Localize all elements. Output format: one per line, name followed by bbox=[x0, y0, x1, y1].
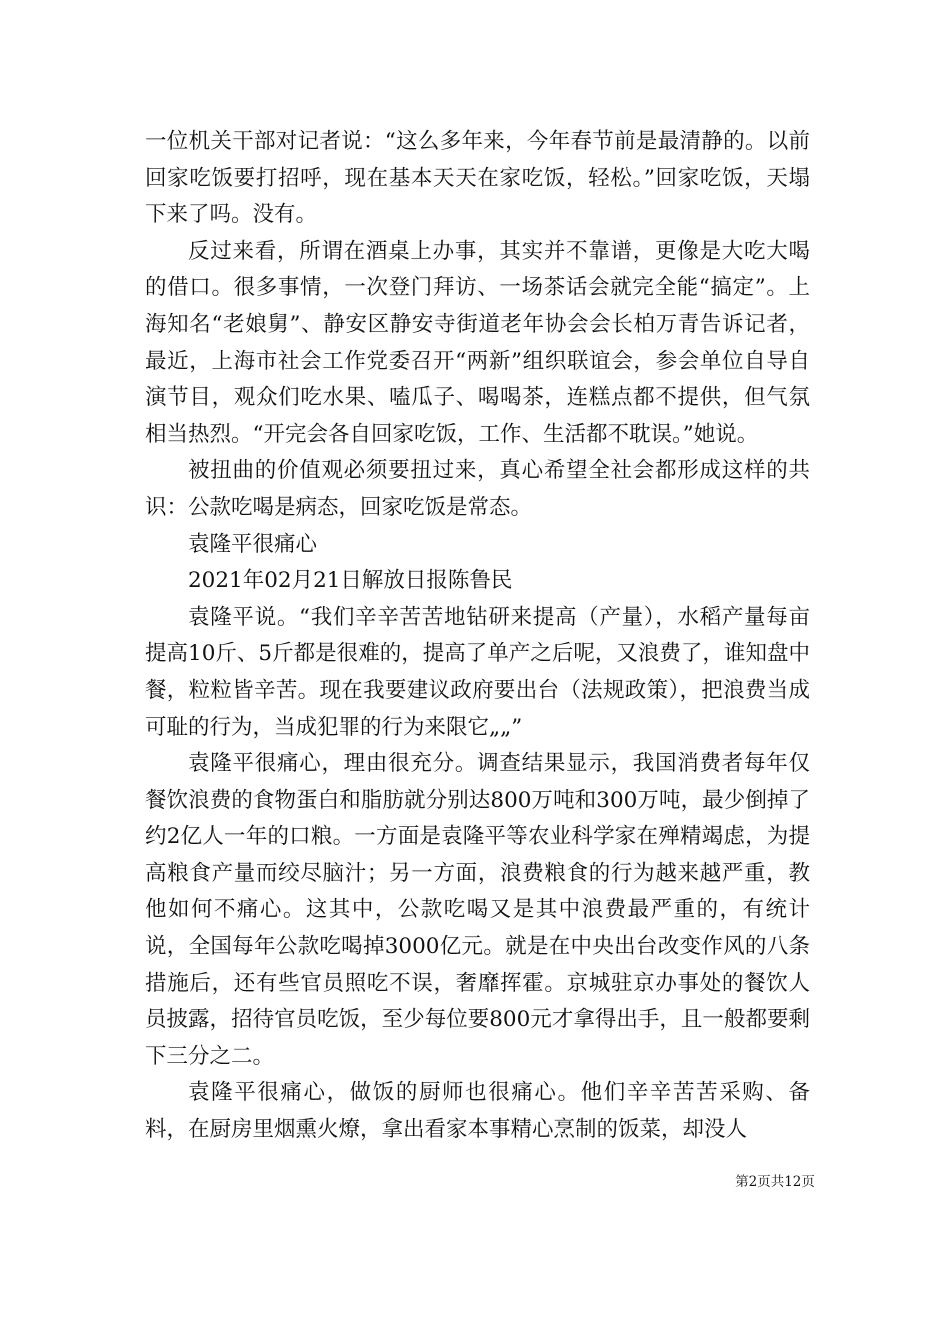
paragraph-1: 一位机关干部对记者说：“这么多年来，今年春节前是最清静的。以前回家吃饭要打招呼，现在基本天天在家吃饭，轻松。”回家吃饭，天塌下来了吗。没有。 bbox=[145, 129, 810, 228]
paragraph-3: 被扭曲的价值观必须要扭过来，真心希望全社会都形成这样的共识：公款吃喝是病态，回家吃饭是常态。 bbox=[145, 458, 810, 520]
document-body bbox=[145, 124, 810, 1149]
paragraph-6: 袁隆平很痛心，做饭的厨师也很痛心。他们辛辛苦苦采购、备料，在厨房里烟熏火燎，拿出看家本事精心烹制的饭菜，却没人 bbox=[145, 1080, 810, 1143]
paragraph-5: 袁隆平很痛心，理由很充分。调查结果显示，我国消费者每年仅餐饮浪费的食物蛋白和脂肪就分别达800万吨和300万吨，最少倒掉了约2亿人一年的口粮。一方面是袁隆平等农业科学家在殚精竭虑，为提高粮食产量而绞尽脑汁；另一方面，浪费粮食的行为越来越严重，教他如何不痛心。这其中，公款吃喝又是其中浪费最严重的，有统计说，全国每年公款吃喝掉3000亿元。就是在中央出台改变作风的八条措施后，还有些官员照吃不误，奢靡挥霍。京城驻京办事处的餐饮人员披露，招待官员吃饭，至少每位要800元才拿得出手，且一般都要剩下三分之二。 bbox=[145, 751, 810, 1069]
article-title: 袁隆平很痛心 bbox=[188, 531, 318, 557]
paragraph-4: 袁隆平说。“我们辛辛苦苦地钻研来提高（产量），水稻产量每亩提高10斤、5斤都是很难的，提高了单产之后呢，又浪费了，谁知盘中餐，粒粒皆辛苦。现在我要建议政府要出台（法规政策），把浪费当成可耻的行为，当成犯罪的行为来限它„„” bbox=[145, 604, 810, 740]
paragraph-2: 反过来看，所谓在酒桌上办事，其实并不靠谱，更像是大吃大喝的借口。很多事情，一次登门拜访、一场茶话会就完全能“搞定”。上海知名“老娘舅”、静安区静安寺街道老年协会会长柏万青告诉记者，最近，上海市社会工作党委召开“两新”组织联谊会，参会单位自导自演节目，观众们吃水果、嗑瓜子、喝喝茶，连糕点都不提供，但气氛相当热烈。“开完会各自回家吃饭，工作、生活都不耽误。”她说。 bbox=[145, 238, 810, 447]
page-footer bbox=[0, 1174, 950, 1190]
article-byline: 2021年02月21日解放日报陈鲁民 bbox=[188, 568, 513, 594]
page-number: 第2页共12页 bbox=[735, 1174, 815, 1190]
